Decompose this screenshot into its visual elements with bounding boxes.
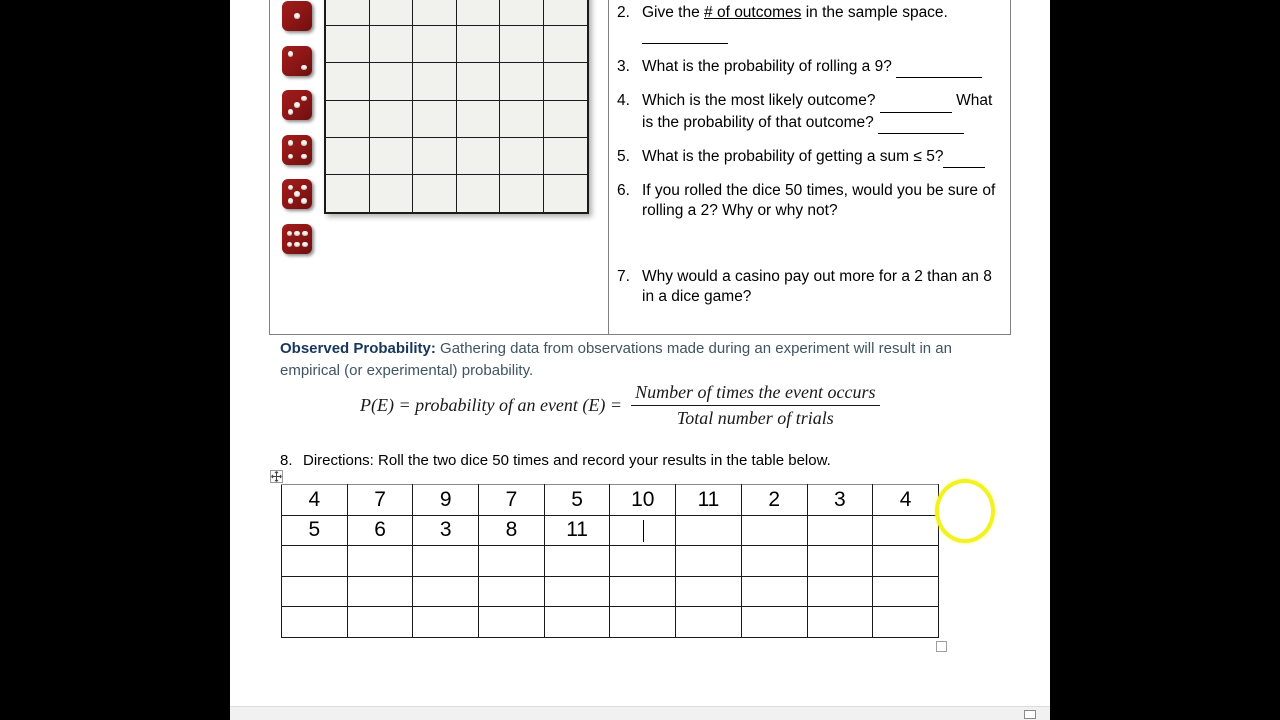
question-2-body [642,3,996,44]
question-3-body [642,57,996,78]
die-icon-6 [282,224,312,254]
worksheet-box [269,0,1011,335]
dice-column [282,1,322,268]
results-cell[interactable] [741,515,807,546]
table-move-handle-icon[interactable] [270,470,283,483]
results-cell[interactable]: 10 [610,485,676,516]
observed-probability-paragraph [280,338,980,382]
table-row [282,576,939,607]
formula-denominator: Total number of trials [676,408,834,428]
question-5 [617,147,996,168]
observed-probability-body: Gathering data from observations made during an experiment will result in an empirical (or experimental) probability. [280,340,952,380]
formula-left-side: P(E) = probability of an event (E) = [360,395,623,415]
sample-space-cell[interactable] [500,175,544,212]
sample-space-cell[interactable] [500,63,544,100]
table-row [282,607,939,638]
results-cell[interactable]: 8 [479,515,545,546]
question-3-text: What is the probability of rolling a 9? [642,58,892,76]
question-6-text: If you rolled the dice 50 times, would you be sure of rolling a 2? Why or why not? [642,181,996,219]
results-cell[interactable] [676,607,742,638]
die-icon-5 [282,179,312,209]
sample-space-cell[interactable] [326,101,370,138]
results-cell[interactable] [479,546,545,577]
results-table[interactable] [281,484,939,638]
sample-space-cell[interactable] [326,0,370,26]
sample-space-cell[interactable] [370,26,414,63]
sample-space-cell[interactable] [500,138,544,175]
observed-probability-label: Observed Probability: [280,340,436,357]
directions-number: 8. [280,452,293,469]
results-cell[interactable] [807,546,873,577]
sample-space-cell[interactable] [544,26,588,63]
table-resize-handle[interactable] [936,641,947,652]
results-cell[interactable] [347,546,413,577]
results-cell[interactable] [676,576,742,607]
directions-text: Directions: Roll the two dice 50 times and record your results in the table below. [303,452,831,469]
results-cell[interactable] [807,515,873,546]
question-5-number: 5. [617,147,630,165]
results-cell[interactable]: 11 [676,485,742,516]
sample-space-cell[interactable] [413,101,457,138]
sample-space-cell[interactable] [370,101,414,138]
results-cell[interactable] [807,576,873,607]
move-cross-icon [271,471,282,482]
results-cell[interactable] [610,576,676,607]
question-3-answer-blank[interactable] [896,57,982,78]
results-cell[interactable]: 9 [413,485,479,516]
sample-space-cell[interactable] [544,138,588,175]
table-row [282,515,939,546]
sample-space-cell[interactable] [370,138,414,175]
directions-line [280,452,831,469]
question-2-text-after: in the sample space. [801,4,948,21]
question-7-number: 7. [617,268,630,286]
sample-space-cell[interactable] [413,26,457,63]
question-3-number: 3. [617,58,630,76]
results-cell[interactable]: 4 [873,485,939,516]
results-cell[interactable] [413,607,479,638]
sample-space-pane [270,0,609,334]
die-icon-2 [282,46,312,76]
question-5-body [642,147,996,168]
results-cell[interactable] [347,576,413,607]
results-cell[interactable] [873,546,939,577]
sample-space-cell[interactable] [413,63,457,100]
sample-space-cell[interactable] [500,101,544,138]
results-cell[interactable] [282,607,348,638]
document-page[interactable] [230,0,1050,720]
results-cell[interactable] [544,546,610,577]
results-cell[interactable]: 5 [544,485,610,516]
results-cell[interactable] [676,515,742,546]
probability-formula [360,382,880,429]
results-cell[interactable] [873,576,939,607]
results-cell[interactable] [282,546,348,577]
question-2-answer-blank[interactable] [642,23,728,44]
question-7-text: Why would a casino pay out more for a 2 than an 8 in a dice game? [642,268,992,306]
question-4-body [642,91,996,133]
results-cell[interactable] [610,607,676,638]
table-row [282,485,939,516]
question-4-number: 4. [617,92,630,110]
results-cell[interactable] [282,576,348,607]
results-cell[interactable]: 3 [413,515,479,546]
sample-space-cell[interactable] [544,175,588,212]
question-4-text-before: Which is the most likely outcome? [642,92,876,110]
questions-pane [609,0,1010,334]
question-4-answer-blank-1[interactable] [880,91,952,112]
question-2-text-before: Give the [642,4,705,21]
question-7 [617,267,996,307]
sample-space-cell[interactable] [544,101,588,138]
question-2-underlined-term: # of outcomes [704,4,802,21]
question-2 [617,3,996,44]
results-cell[interactable] [873,607,939,638]
results-cell[interactable]: 11 [544,515,610,546]
highlighter-ring-annotation [935,479,995,543]
results-cell[interactable] [347,607,413,638]
text-caret [643,520,645,542]
formula-fraction [631,382,879,429]
results-cell[interactable] [741,546,807,577]
sample-space-cell[interactable] [457,138,501,175]
sample-space-cell[interactable] [413,138,457,175]
sample-space-cell[interactable] [500,0,544,26]
sample-space-grid[interactable] [324,0,589,214]
sample-space-cell[interactable] [457,26,501,63]
die-icon-4 [282,135,312,165]
question-5-answer-blank[interactable] [943,147,985,168]
results-cell[interactable]: 4 [282,485,348,516]
results-cell[interactable] [544,607,610,638]
results-cell[interactable]: 7 [479,485,545,516]
letterbox-right-bar [1050,0,1280,720]
sample-space-cell[interactable] [326,175,370,212]
results-cell[interactable]: 5 [282,515,348,546]
results-cell[interactable] [610,515,676,546]
formula-numerator: Number of times the event occurs [631,382,879,406]
question-4 [617,91,996,133]
sample-space-cell[interactable] [544,63,588,100]
question-5-text: What is the probability of getting a sum ≤ 5? [642,147,944,165]
sample-space-cell[interactable] [457,63,501,100]
results-cell[interactable] [676,546,742,577]
results-cell[interactable] [741,607,807,638]
results-cell[interactable]: 2 [741,485,807,516]
sample-space-cell[interactable] [326,26,370,63]
results-cell[interactable] [413,576,479,607]
question-6 [617,181,996,221]
results-cell[interactable]: 3 [807,485,873,516]
question-6-number: 6. [617,181,630,199]
sample-space-cell[interactable] [370,63,414,100]
sample-space-cell[interactable] [413,175,457,212]
results-cell[interactable] [610,546,676,577]
question-2-number: 2. [617,4,630,21]
status-strip [230,706,1050,720]
question-3 [617,57,996,78]
table-row [282,546,939,577]
results-cell[interactable] [807,607,873,638]
die-icon-1 [282,1,312,31]
results-cell[interactable]: 6 [347,515,413,546]
results-cell[interactable] [873,515,939,546]
sample-space-cell[interactable] [413,0,457,26]
results-cell[interactable]: 7 [347,485,413,516]
sample-space-cell[interactable] [370,175,414,212]
sample-space-cell[interactable] [370,0,414,26]
results-cell[interactable] [741,576,807,607]
sample-space-cell[interactable] [544,0,588,26]
letterbox-left-bar [0,0,230,720]
sample-space-cell[interactable] [457,175,501,212]
sample-space-cell[interactable] [500,26,544,63]
sample-space-cell[interactable] [457,101,501,138]
results-cell[interactable] [413,546,479,577]
results-cell[interactable] [479,607,545,638]
results-cell[interactable] [544,576,610,607]
sample-space-cell[interactable] [326,63,370,100]
sample-space-cell[interactable] [457,0,501,26]
sample-space-cell[interactable] [326,138,370,175]
die-icon-3 [282,90,312,120]
question-4-text-after: What is the probability of that outcome? [642,92,993,131]
results-cell[interactable] [479,576,545,607]
question-4-answer-blank-2[interactable] [878,113,964,134]
status-indicator-icon [1024,710,1036,719]
